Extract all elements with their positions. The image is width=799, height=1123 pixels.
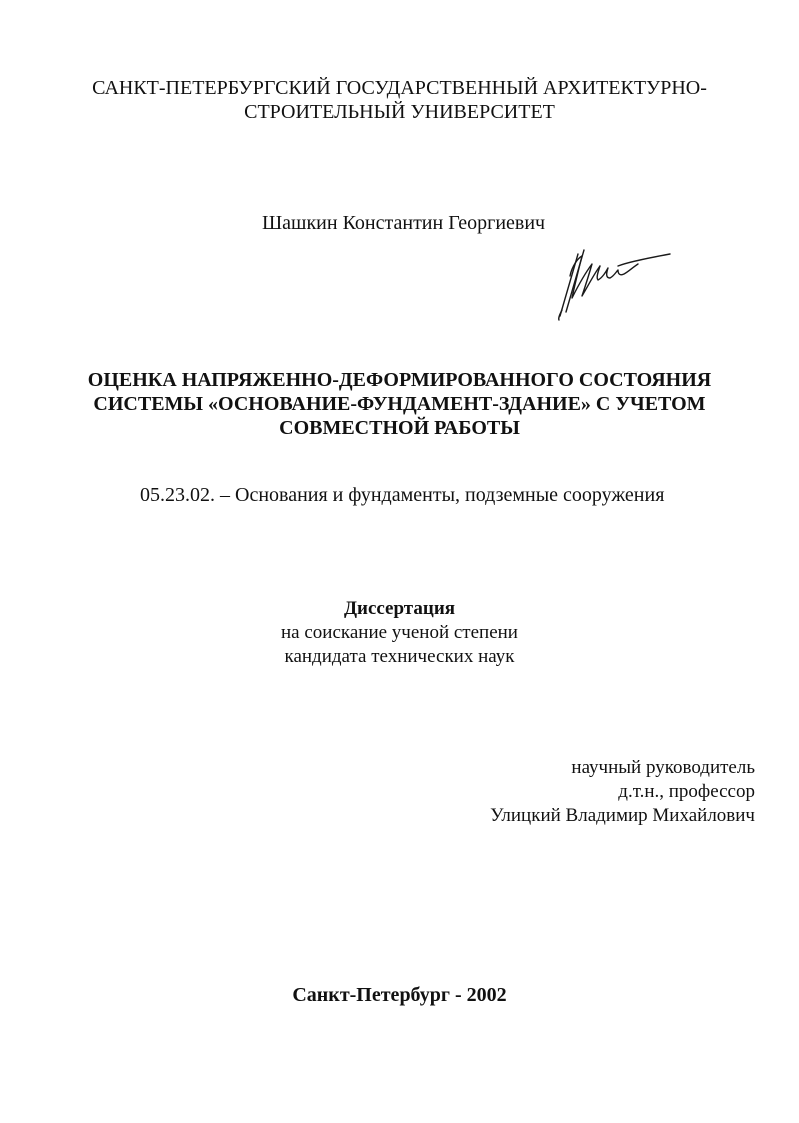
dissertation-heading: Диссертация <box>343 598 456 619</box>
signature-icon <box>548 236 678 324</box>
author-name: Шашкин Константин Георгиевич <box>262 212 546 234</box>
dissertation-title-line-3: СОВМЕСТНОЙ РАБОТЫ <box>279 417 520 439</box>
university-name-line-2: СТРОИТЕЛЬНЫЙ УНИВЕРСИТЕТ <box>244 101 555 123</box>
city-year: Санкт-Петербург - 2002 <box>292 984 507 1006</box>
university-name-line-1: САНКТ-ПЕТЕРБУРГСКИЙ ГОСУДАРСТВЕННЫЙ АРХИТЕКТУРНО- <box>92 77 707 99</box>
supervisor-degree: д.т.н., профессор <box>618 781 755 802</box>
supervisor-role: научный руководитель <box>571 757 755 778</box>
dissertation-title-line-1: ОЦЕНКА НАПРЯЖЕННО-ДЕФОРМИРОВАННОГО СОСТОЯНИЯ <box>87 369 712 391</box>
degree-line-1: на соискание ученой степени <box>281 622 518 643</box>
specialty-code: 05.23.02. – Основания и фундаменты, подземные сооружения <box>140 484 665 506</box>
dissertation-title-line-2: СИСТЕМЫ «ОСНОВАНИЕ-ФУНДАМЕНТ-ЗДАНИЕ» С УЧЕТОМ <box>93 393 706 415</box>
supervisor-name: Улицкий Владимир Михайлович <box>490 805 755 826</box>
degree-line-2: кандидата технических наук <box>284 646 515 667</box>
